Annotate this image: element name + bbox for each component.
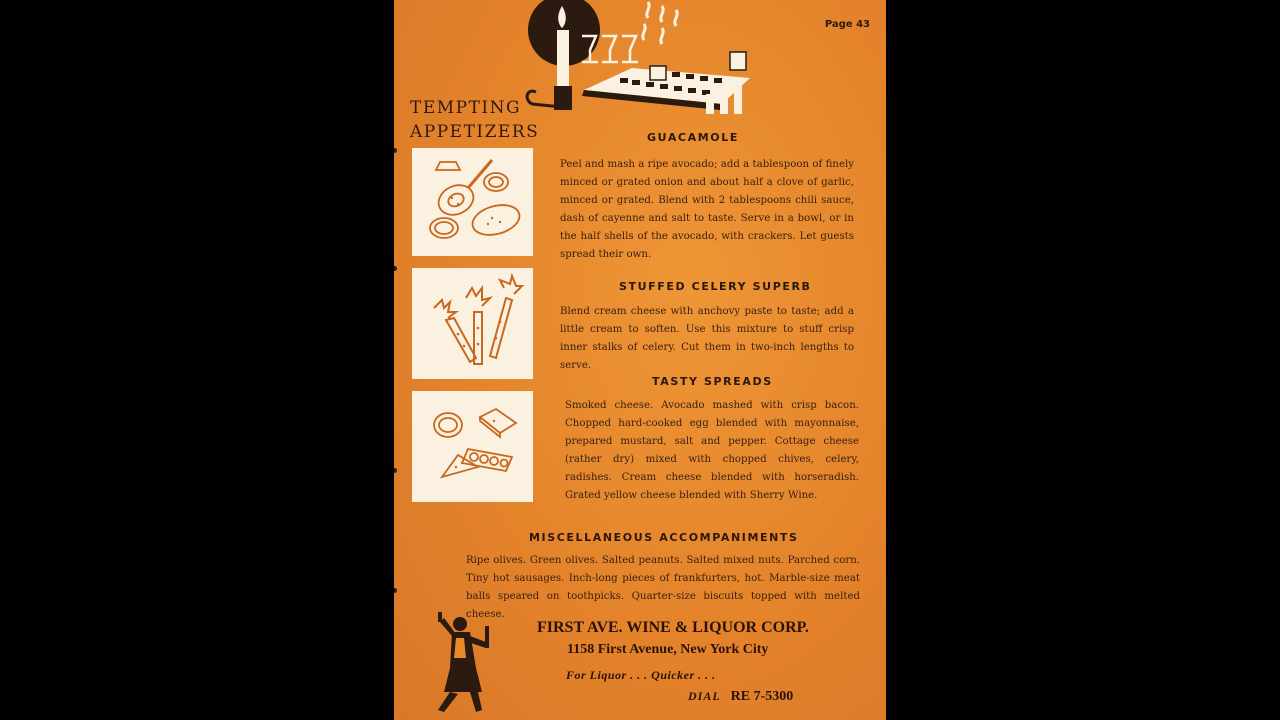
phone-number: RE 7-5300 xyxy=(730,689,794,704)
ad-tagline: For Liquor . . . Quicker . . . xyxy=(566,668,716,682)
ad-store-name: FIRST AVE. WINE & LIQUOR CORP. xyxy=(537,619,809,636)
ad-address: 1158 First Avenue, New York City xyxy=(567,642,769,657)
page-title: TEMPTING APPETIZERS xyxy=(410,98,540,142)
celery-stalks-illustration xyxy=(412,268,533,379)
celery-illustration-panel xyxy=(412,268,533,379)
waiter-figure-illustration xyxy=(430,608,502,716)
miscellaneous-heading: MISCELLANEOUS ACCOMPANIMENTS xyxy=(529,531,799,544)
binder-hole xyxy=(394,468,397,473)
guacamole-heading: GUACAMOLE xyxy=(647,131,739,144)
miscellaneous-body: Ripe olives. Green olives. Salted peanuts. Salted mixed nuts. Parched corn. Tiny hot sausages. Inch-long pieces of frankfurters, hot. Marble-size meat balls speared on toothpicks. Quarter-size biscuits topped with melted cheese. xyxy=(466,555,860,620)
tasty-spreads-body: Smoked cheese. Avocado mashed with crisp bacon. Chopped hard-cooked egg blended with mayonnaise, prepared mustard, salt and pepper. Cottage cheese (rather dry) mixed with chopped chives, celery, radishes. Cream cheese blended with horseradish. Grated yellow cheese blended with Sherry Wine. xyxy=(565,400,859,501)
guacamole-body: Peel and mash a ripe avocado; add a tablespoon of finely minced or grated onion and about half a clove of garlic, minced or grated. Blend with 2 tablespoons chili sauce, dash of cayenne and salt to taste. Serve in a bowl, or in the half shells of the avocado, with crackers. Let guests spread their own. xyxy=(560,159,854,260)
candle-and-tray-illustration xyxy=(522,0,762,118)
binder-hole xyxy=(394,266,397,271)
tasty-spreads-heading: TASTY SPREADS xyxy=(652,375,773,388)
canapes-illustration xyxy=(412,391,533,502)
recipe-page xyxy=(394,0,886,720)
page-number: Page 43 xyxy=(824,19,870,30)
binder-hole xyxy=(394,148,397,153)
spreads-illustration-panel xyxy=(412,391,533,502)
dial-label: DIAL xyxy=(688,689,721,703)
stuffed-celery-heading: STUFFED CELERY SUPERB xyxy=(619,280,812,293)
stuffed-celery-body: Blend cream cheese with anchovy paste to taste; add a little cream to soften. Use this mixture to stuff crisp inner stalks of celery. Cut them in two-inch lengths to serve. xyxy=(560,306,854,371)
guacamole-illustration-panel xyxy=(412,148,533,256)
binder-hole xyxy=(394,588,397,593)
ad-phone xyxy=(688,689,793,705)
avocado-crackers-illustration xyxy=(412,148,533,256)
